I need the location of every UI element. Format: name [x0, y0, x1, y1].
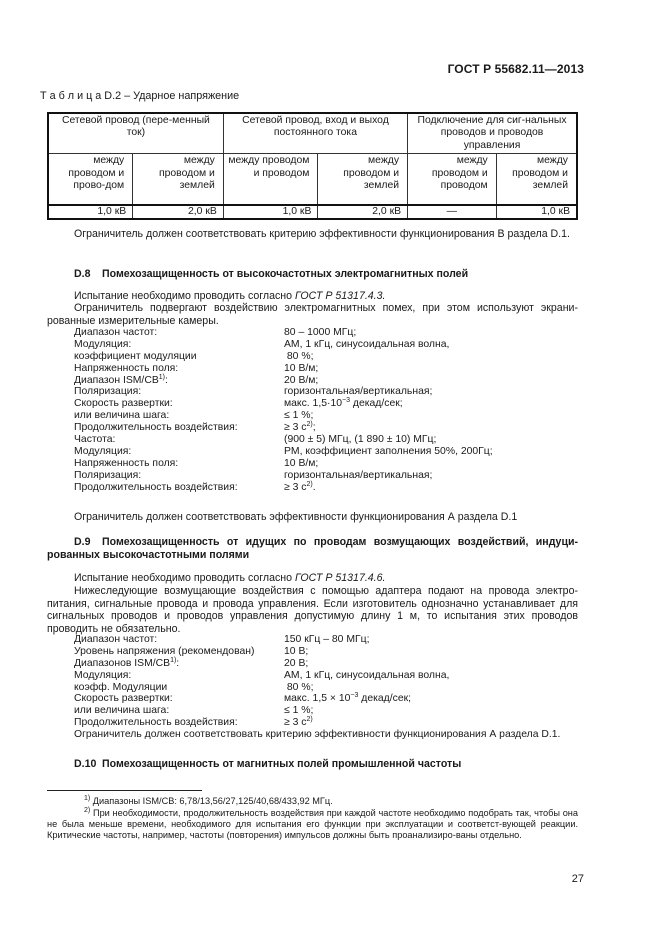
- impulse-voltage-table: [47, 112, 578, 220]
- table-cell: 1,0 кВ: [223, 205, 318, 219]
- footnote-ref: 1): [158, 373, 165, 381]
- group-header-dc-mains: Сетевой провод, вход и выход постоянного тока: [223, 113, 407, 154]
- footnote-ref: 1): [170, 656, 177, 664]
- section-heading-d8: [74, 268, 468, 280]
- section-title: Помехозащищенность от высокочастотных электромагнитных полей: [102, 268, 469, 280]
- section-title: Помехозащищенность от магнитных полей промышленной частоты: [102, 758, 462, 770]
- paragraph-d8-conclusion: Ограничитель должен соответствовать эффективности функционирования А раздела D.1: [74, 511, 518, 523]
- intro-text: Испытание необходимо проводить согласно: [74, 572, 295, 584]
- section-number: D.9: [74, 536, 91, 548]
- section-heading-d9: [47, 536, 578, 562]
- footnote-ref: 2): [306, 716, 313, 724]
- footnote-2: $^{2)}$ При необходимости, продолжительность воздействия при каждой частоте необходимо подобрать так, чтобы она не была меньше времени, необходимого для испытания его функции при эксплуатации и соответст-вующей реакции. Критические частоты, например, частоты (повторения) импульсов должны быть проанализиро-ваны отдельно.: [47, 807, 578, 840]
- footnote-1: $^{1)}$ Диапазоны ISM/CB: 6,78/13,56/27,125/40,68/433,92 МГц.: [84, 795, 333, 806]
- intro-text: Испытание необходимо проводить согласно: [74, 290, 295, 302]
- table-cell: —: [408, 205, 497, 219]
- section-heading-d10: [74, 758, 461, 770]
- standard-reference: ГОСТ Р 51317.4.3.: [295, 290, 386, 302]
- table-cell: 1,0 кВ: [48, 205, 133, 219]
- sub-header: между проводом и землей: [496, 154, 577, 206]
- sub-header: между проводом и землей: [133, 154, 224, 206]
- page-number: 27: [571, 873, 584, 885]
- paragraph-standard-ref: [47, 290, 578, 303]
- table-caption: Т а б л и ц а D.2 – Ударное напряжение: [40, 90, 240, 102]
- standard-reference: ГОСТ Р 51317.4.6.: [295, 572, 386, 584]
- paragraph-criterion-b: Ограничитель должен соответствовать критерию эффективности функционирования В раздела D.1.: [74, 228, 570, 240]
- group-header-signal-lines: Подключение для сиг-нальных проводов и проводов управления: [408, 113, 577, 154]
- section-number: D.8: [74, 268, 91, 280]
- paragraph-d8-text: Ограничитель подвергают воздействию электромагнитных помех, при этом используют экрани-рованные измерительные камеры.: [47, 302, 578, 327]
- section-title: Помехозащищенность от идущих по проводам возмущающих воздействий, индуци-рованных высокочастотными полями: [47, 536, 578, 561]
- paragraph-d9-text: Нижеследующие возмущающие воздействия с помощью адаптера подают на провода электро-питания, сигнальные провода и провода управления. Если изготовитель однозначно устанавливает для сигнальных проводов и проводов управления допустимую длину 1 м, то испытания этих проводов проводить не обязательно.: [47, 585, 578, 635]
- sub-header: между проводом и проводом: [408, 154, 497, 206]
- table-cell: 2,0 кВ: [318, 205, 408, 219]
- sub-header: между проводом и землей: [318, 154, 408, 206]
- paragraph-d9-conclusion: Ограничитель должен соответствовать критерию эффективности функционирования А раздела D.1.: [74, 729, 561, 741]
- table-row: [48, 205, 577, 219]
- group-header-ac-mains: Сетевой провод (пере-менный ток): [48, 113, 223, 154]
- footnote-ref: 2): [306, 421, 313, 429]
- footnote-ref: 2): [306, 480, 313, 488]
- document-code: ГОСТ Р 55682.11—2013: [447, 62, 584, 76]
- sub-header: между проводом и проводом: [223, 154, 318, 206]
- footnote-separator: [47, 790, 202, 791]
- paragraph-standard-ref: [47, 572, 578, 585]
- sub-header: между проводом и прово-дом: [48, 154, 133, 206]
- table-cell: 1,0 кВ: [496, 205, 577, 219]
- table-cell: 2,0 кВ: [133, 205, 224, 219]
- section-number: D.10: [74, 758, 97, 770]
